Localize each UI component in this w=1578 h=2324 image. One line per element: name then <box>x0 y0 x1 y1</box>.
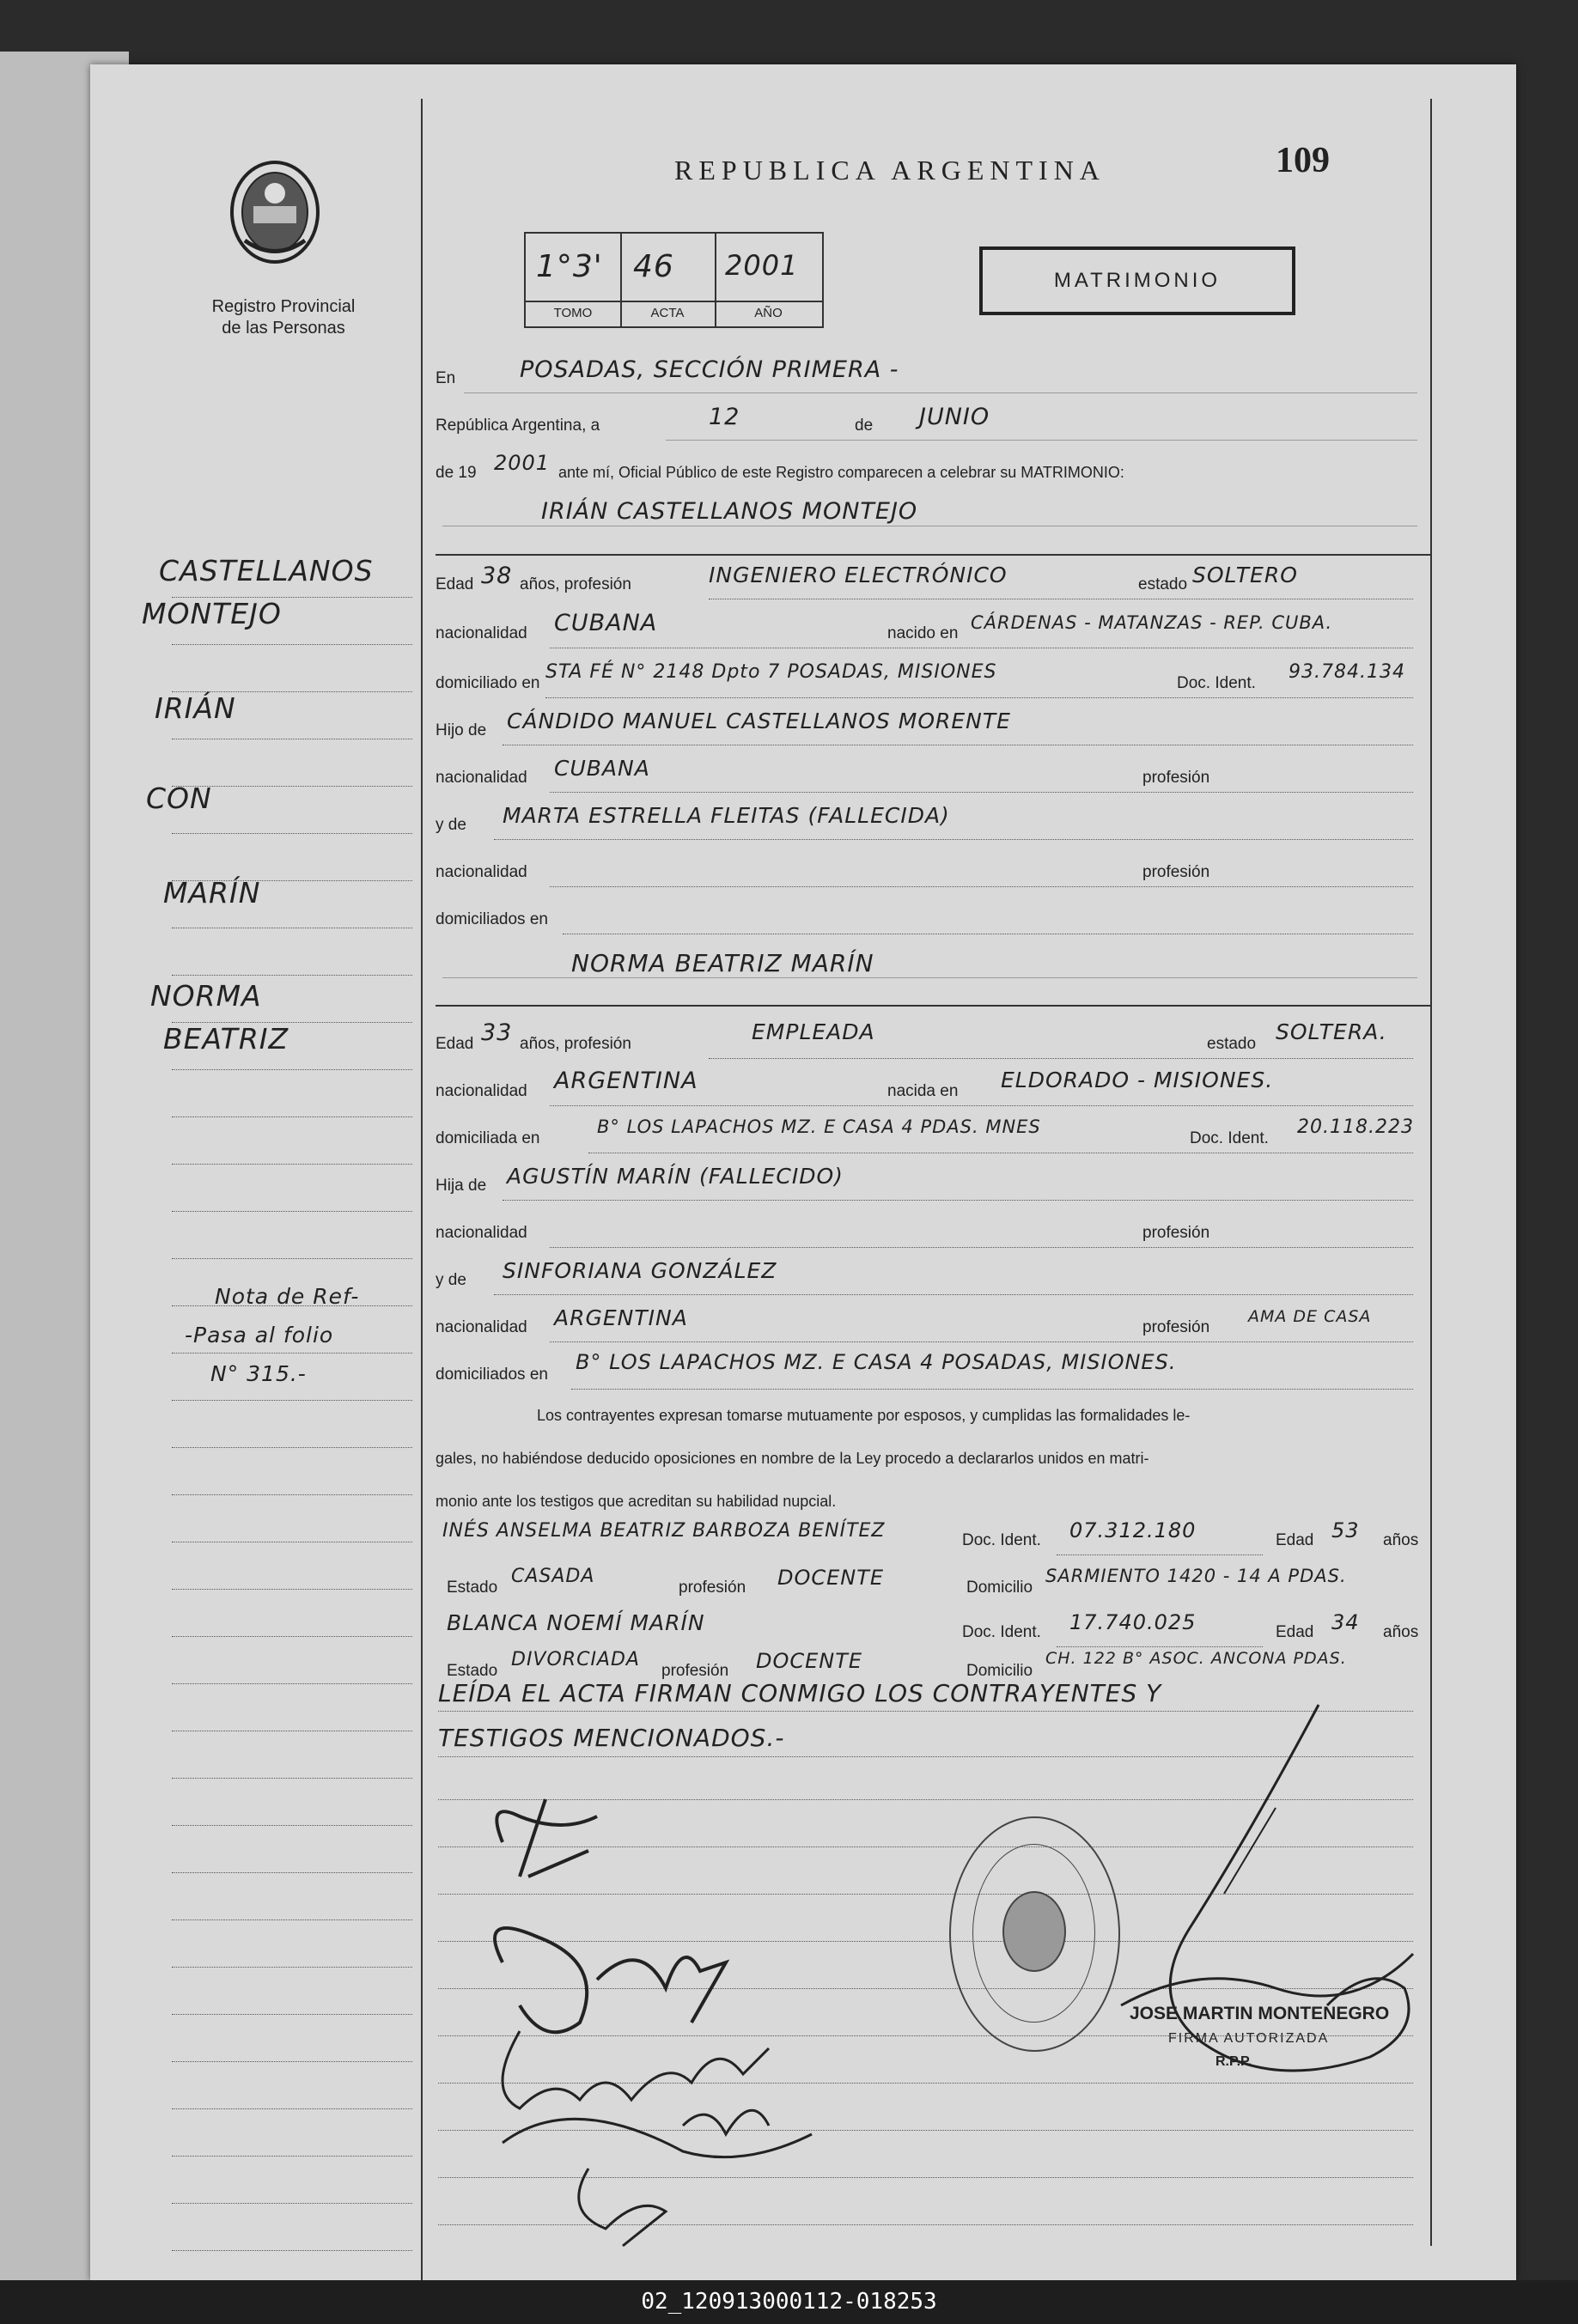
margin-firstname2b: BEATRIZ <box>163 1022 289 1056</box>
lugar-value: POSADAS, SECCIÓN PRIMERA - <box>520 356 899 383</box>
witness2-estado-label: Estado <box>447 1662 498 1680</box>
witness1-estado-label: Estado <box>447 1579 498 1597</box>
margin-rule-line <box>172 2203 412 2204</box>
witness1-domicilio: SARMIENTO 1420 - 14 A PDAS. <box>1045 1566 1347 1586</box>
witness1-edad: 53 <box>1331 1518 1360 1542</box>
registry-box <box>524 232 824 328</box>
margin-rule-line <box>172 1494 412 1495</box>
official-title: FIRMA AUTORIZADA <box>1168 2031 1330 2046</box>
bride-nacida: ELDORADO - MISIONES. <box>1001 1068 1274 1092</box>
groom-domicilio-label: domiciliado en <box>436 674 540 692</box>
bride-nacionalidad-label: nacionalidad <box>436 1082 527 1100</box>
bride-domiciliados-label: domiciliados en <box>436 1366 548 1384</box>
groom-nacido: CÁRDENAS - MATANZAS - REP. CUBA. <box>971 612 1333 633</box>
closing-line1: LEÍDA EL ACTA FIRMAN CONMIGO LOS CONTRAYENTES Y <box>438 1679 1162 1707</box>
bride-madre-prof: AMA DE CASA <box>1248 1307 1372 1326</box>
bride-profesion: EMPLEADA <box>752 1019 875 1044</box>
bride-domicilio-label: domiciliada en <box>436 1129 540 1147</box>
margin-rule-line <box>172 1919 412 1920</box>
bride-padre-prof-label: profesión <box>1142 1224 1210 1242</box>
margin-rule-line <box>172 1069 412 1070</box>
margin-rule-line <box>172 1164 412 1165</box>
provincial-seal-icon <box>228 159 322 266</box>
witness2-profesion-label: profesión <box>661 1662 729 1680</box>
groom-padre-label: Hijo de <box>436 721 487 739</box>
margin-surname2: MONTEJO <box>142 597 282 630</box>
margin-rule-line <box>172 1116 412 1117</box>
anio-value: 2001 <box>494 451 551 475</box>
witness1-profesion: DOCENTE <box>777 1566 885 1590</box>
bride-nacionalidad: ARGENTINA <box>554 1068 698 1094</box>
margin-surname3: MARÍN <box>163 876 261 910</box>
declaration-line2: gales, no habiéndose deducido oposiciones en nombre de la Ley procedo a declararlos unidos en matri- <box>436 1450 1149 1467</box>
de-label: de <box>855 417 874 435</box>
witness2-name: BLANCA NOEMÍ MARÍN <box>447 1610 705 1635</box>
bride-padre-nac-label: nacionalidad <box>436 1224 527 1242</box>
margin-rule-line <box>172 1400 412 1401</box>
groom-padre: CÁNDIDO MANUEL CASTELLANOS MORENTE <box>507 709 1011 733</box>
margin-rule-line <box>172 1258 412 1259</box>
en-label: En <box>436 369 456 387</box>
witness2-doc: 17.740.025 <box>1069 1610 1197 1634</box>
witness2-profesion: DOCENTE <box>756 1649 863 1673</box>
groom-edad: 38 <box>481 563 513 589</box>
witness1-domicilio-label: Domicilio <box>966 1579 1033 1597</box>
groom-doc: 93.784.134 <box>1289 661 1405 683</box>
groom-doc-label: Doc. Ident. <box>1177 674 1256 692</box>
acta-label: ACTA <box>650 306 685 320</box>
groom-nacido-label: nacido en <box>887 624 959 642</box>
margin-note-line2: -Pasa al folio <box>185 1323 334 1348</box>
country-title: REPUBLICA ARGENTINA <box>674 155 1106 186</box>
groom-madre-prof-label: profesión <box>1142 863 1210 881</box>
margin-border-line <box>421 99 423 2280</box>
groom-domiciliados-label: domiciliados en <box>436 910 548 928</box>
margin-rule-line <box>172 2108 412 2109</box>
witness2-edad-label: Edad <box>1276 1623 1314 1641</box>
witness2-estado: DIVORCIADA <box>511 1649 640 1670</box>
contrayente1-name: IRIÁN CASTELLANOS MONTEJO <box>541 498 918 525</box>
bride-estado: SOLTERA. <box>1276 1019 1387 1044</box>
witness2-doc-label: Doc. Ident. <box>962 1623 1041 1641</box>
right-border-line <box>1430 99 1432 2246</box>
groom-nacionalidad: CUBANA <box>554 610 658 636</box>
witness1-doc: 07.312.180 <box>1069 1518 1197 1542</box>
groom-padre-nac: CUBANA <box>554 756 650 781</box>
groom-estado: SOLTERO <box>1192 563 1298 587</box>
margin-rule-line <box>172 2250 412 2251</box>
bride-madre-label: y de <box>436 1271 466 1289</box>
bride-domicilio: B° LOS LAPACHOS MZ. E CASA 4 PDAS. MNES <box>597 1116 1041 1137</box>
contrayente2-name: NORMA BEATRIZ MARÍN <box>571 949 874 977</box>
margin-rule-line <box>172 1636 412 1637</box>
margin-rule-line <box>172 833 412 834</box>
witness2-anos-label: años <box>1383 1623 1419 1641</box>
tomo-label: TOMO <box>553 306 593 320</box>
groom-edad-label: Edad <box>436 575 474 593</box>
dia-value: 12 <box>709 404 740 430</box>
margin-rule-line <box>172 1683 412 1684</box>
margin-rule-line <box>172 1872 412 1873</box>
scan-caption: 02_120913000112-018253 <box>0 2280 1578 2324</box>
official-code: R.P.P. <box>1215 2054 1252 2069</box>
margin-firstname2a: NORMA <box>150 979 262 1013</box>
witness2-domicilio-label: Domicilio <box>966 1662 1033 1680</box>
witness1-doc-label: Doc. Ident. <box>962 1531 1041 1549</box>
bride-doc: 20.118.223 <box>1297 1116 1414 1138</box>
margin-rule-line <box>172 2156 412 2157</box>
record-type-box: MATRIMONIO <box>979 246 1295 315</box>
witness1-name: INÉS ANSELMA BEATRIZ BARBOZA BENÍTEZ <box>442 1520 886 1542</box>
ante-text: ante mí, Oficial Público de este Registro comparecen a celebrar su MATRIMONIO: <box>558 464 1124 481</box>
bride-domiciliados: B° LOS LAPACHOS MZ. E CASA 4 POSADAS, MISIONES. <box>576 1350 1177 1374</box>
groom-domicilio: STA FÉ N° 2148 Dpto 7 POSADAS, MISIONES <box>545 661 997 683</box>
bride-estado-label: estado <box>1207 1035 1257 1053</box>
margin-rule-line <box>172 1967 412 1968</box>
tomo-value: 1°3' <box>536 249 603 284</box>
margin-rule-line <box>172 1825 412 1826</box>
groom-padre-nac-label: nacionalidad <box>436 769 527 787</box>
bride-anos-label: años, profesión <box>520 1035 631 1053</box>
ano-label: AÑO <box>754 306 783 320</box>
margin-con: CON <box>146 782 212 815</box>
declaration-line1: Los contrayentes expresan tomarse mutuamente por esposos, y cumplidas las formalidades le- <box>537 1407 1191 1424</box>
mes-value: JUNIO <box>919 404 990 430</box>
margin-rule-line <box>172 2014 412 2015</box>
page-number: 109 <box>1276 141 1330 180</box>
groom-madre: MARTA ESTRELLA FLEITAS (FALLECIDA) <box>503 803 950 828</box>
bride-nacida-label: nacida en <box>887 1082 959 1100</box>
groom-madre-nac-label: nacionalidad <box>436 863 527 881</box>
groom-estado-label: estado <box>1138 575 1188 593</box>
bride-edad-label: Edad <box>436 1035 474 1053</box>
institution-name: Registro Provincial de las Personas <box>211 297 356 338</box>
ano-value: 2001 <box>725 249 799 282</box>
bride-madre-prof-label: profesión <box>1142 1318 1210 1336</box>
bride-madre-nac-label: nacionalidad <box>436 1318 527 1336</box>
margin-firstname: IRIÁN <box>155 691 236 725</box>
margin-rule-line <box>172 1353 412 1354</box>
groom-padre-prof-label: profesión <box>1142 769 1210 787</box>
groom-nacionalidad-label: nacionalidad <box>436 624 527 642</box>
margin-rule-line <box>172 1211 412 1212</box>
margin-rule-line <box>172 1589 412 1590</box>
margin-rule-line <box>172 644 412 645</box>
margin-rule-line <box>172 2061 412 2062</box>
de19-label: de 19 <box>436 464 477 482</box>
groom-profesion: INGENIERO ELECTRÓNICO <box>709 563 1008 587</box>
witness1-profesion-label: profesión <box>679 1579 746 1597</box>
declaration-line3: monio ante los testigos que acreditan su habilidad nupcial. <box>436 1493 837 1510</box>
closing-line2: TESTIGOS MENCIONADOS.- <box>438 1724 785 1752</box>
witness2-edad: 34 <box>1331 1610 1360 1634</box>
witness1-anos-label: años <box>1383 1531 1419 1549</box>
republica-label: República Argentina, a <box>436 417 600 435</box>
document-page <box>90 64 1516 2280</box>
margin-note-line3: N° 315.- <box>210 1361 307 1386</box>
witness1-edad-label: Edad <box>1276 1531 1314 1549</box>
margin-surname1: CASTELLANOS <box>159 554 374 587</box>
official-name: JOSE MARTIN MONTENEGRO <box>1130 2004 1390 2023</box>
margin-note-line1: Nota de Ref- <box>215 1284 360 1309</box>
margin-rule-line <box>172 975 412 976</box>
witness2-domicilio: CH. 122 B° ASOC. ANCONA PDAS. <box>1045 1649 1347 1668</box>
bride-doc-label: Doc. Ident. <box>1190 1129 1269 1147</box>
bride-padre-label: Hija de <box>436 1177 487 1195</box>
bride-madre-nac: ARGENTINA <box>554 1305 688 1330</box>
bride-edad: 33 <box>481 1019 513 1046</box>
groom-anos-label: años, profesión <box>520 575 631 593</box>
acta-value: 46 <box>633 249 674 284</box>
groom-madre-label: y de <box>436 816 466 834</box>
bride-padre: AGUSTÍN MARÍN (FALLECIDO) <box>507 1164 844 1189</box>
margin-rule-line <box>172 1778 412 1779</box>
bride-madre: SINFORIANA GONZÁLEZ <box>503 1258 777 1283</box>
witness1-estado: CASADA <box>511 1566 595 1587</box>
margin-rule-line <box>172 1447 412 1448</box>
